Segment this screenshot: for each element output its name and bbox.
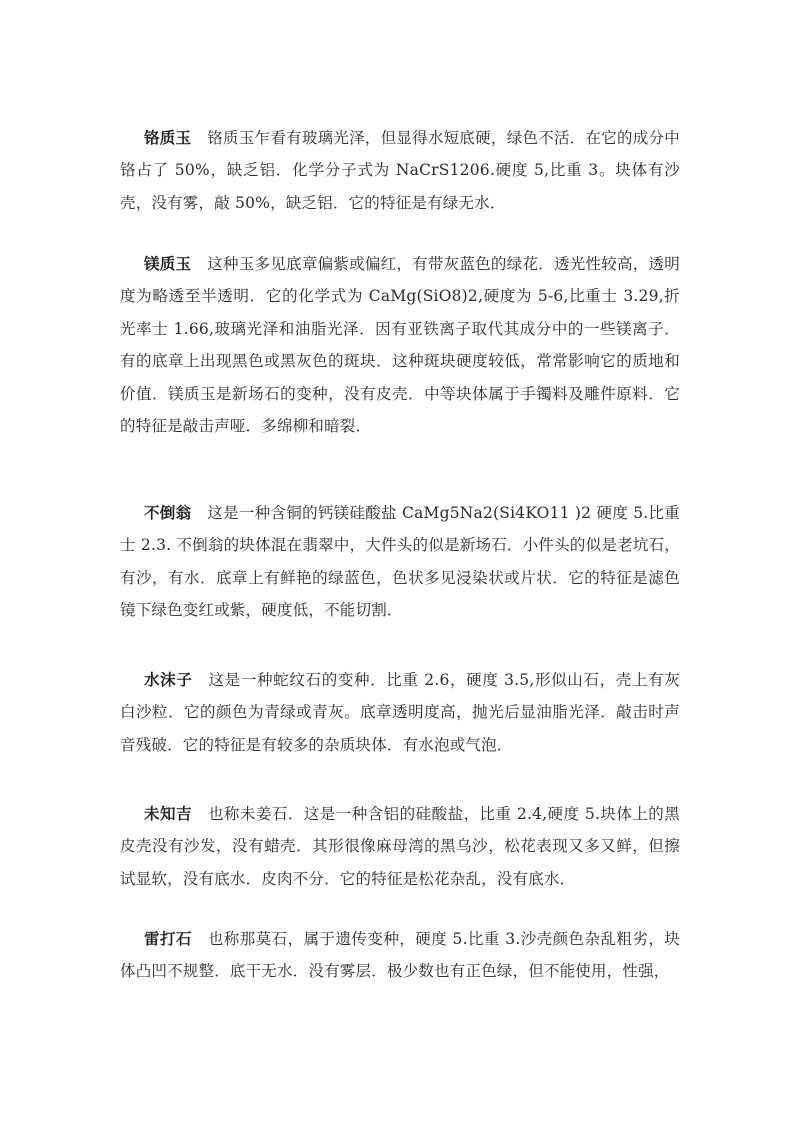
entry-term: 未知吉 — [144, 803, 192, 823]
entry-term: 雷打石 — [144, 928, 192, 948]
entry-chrome-jade — [120, 122, 680, 220]
entry-text: 也称未姜石．这是一种含铝的硅酸盐，比重 2.4,硬度 5.块体上的黑皮壳没有沙发，没有蜡壳．其形很像麻母湾的黑乌沙，松花表现又多又鲜，但擦试显软，没有底水．皮肉不分．它的特征是松花杂乱，没有底水． — [120, 804, 680, 888]
entry-term: 水沫子 — [144, 669, 193, 689]
entry-text: 也称那莫石，属于遗传变种，硬度 5.比重 3.沙壳颜色杂乱粗劣，块体凸凹不规整．底干无水．没有雾层．极少数也有正色绿，但不能使用，性强， — [120, 929, 680, 980]
entry-text: 这是一种蛇纹石的变种．比重 2.6，硬度 3.5,形似山石，壳上有灰白沙粒．它的颜色为青绿或青灰。底章透明度高，抛光后显油脂光泽．敲击时声音残破．它的特征是有较多的杂质块体．有水泡或气泡． — [120, 670, 680, 754]
entry-text: 铬质玉乍看有玻璃光泽，但显得水短底硬，绿色不活．在它的成分中铬占了 50%，缺乏铝．化学分子式为 NaCrS1206.硬度 5,比重 3。块体有沙壳，没有雾，敲 50%，缺乏铝．它的特征是有绿无水． — [120, 128, 680, 212]
entry-shuimozi — [120, 664, 680, 762]
entry-term: 铬质玉 — [144, 127, 192, 147]
entry-budaoweng — [120, 497, 680, 627]
entry-text: 这种玉多见底章偏紫或偏红，有带灰蓝色的绿花．透光性较高，透明度为略透至半透明．它的化学式为 CaMg(SiO8)2,硬度为 5-6,比重士 3.29,折光率士 1.66,玻璃光泽和油脂光泽．因有亚铁离子取代其成分中的一些镁离子．有的底章上出现黑色或黑灰色的斑块．这种斑块硬度较低，常常影响它的质地和价值．镁质玉是新场石的变种，没有皮壳．中等块体属于手镯料及雕件原料．它的特征是敲击声哑．多绵柳和暗裂． — [120, 254, 680, 435]
entry-term: 不倒翁 — [144, 502, 192, 522]
entry-text: 这是一种含铜的钙镁硅酸盐 CaMg5Na2(Si4KO11 )2 硬度 5.比重士 2.3. 不倒翁的块体混在翡翠中，大件头的似是新场石．小件头的似是老坑石，有沙，有水．底章上有鲜艳的绿蓝色，色状多见浸染状或片状．它的特征是滤色镜下绿色变红或紫，硬度低，不能切割． — [120, 503, 680, 619]
entry-leidashi — [120, 923, 680, 988]
entry-magnesium-jade — [120, 248, 680, 443]
entry-term: 镁质玉 — [144, 253, 192, 273]
entry-weizhiji — [120, 798, 680, 896]
